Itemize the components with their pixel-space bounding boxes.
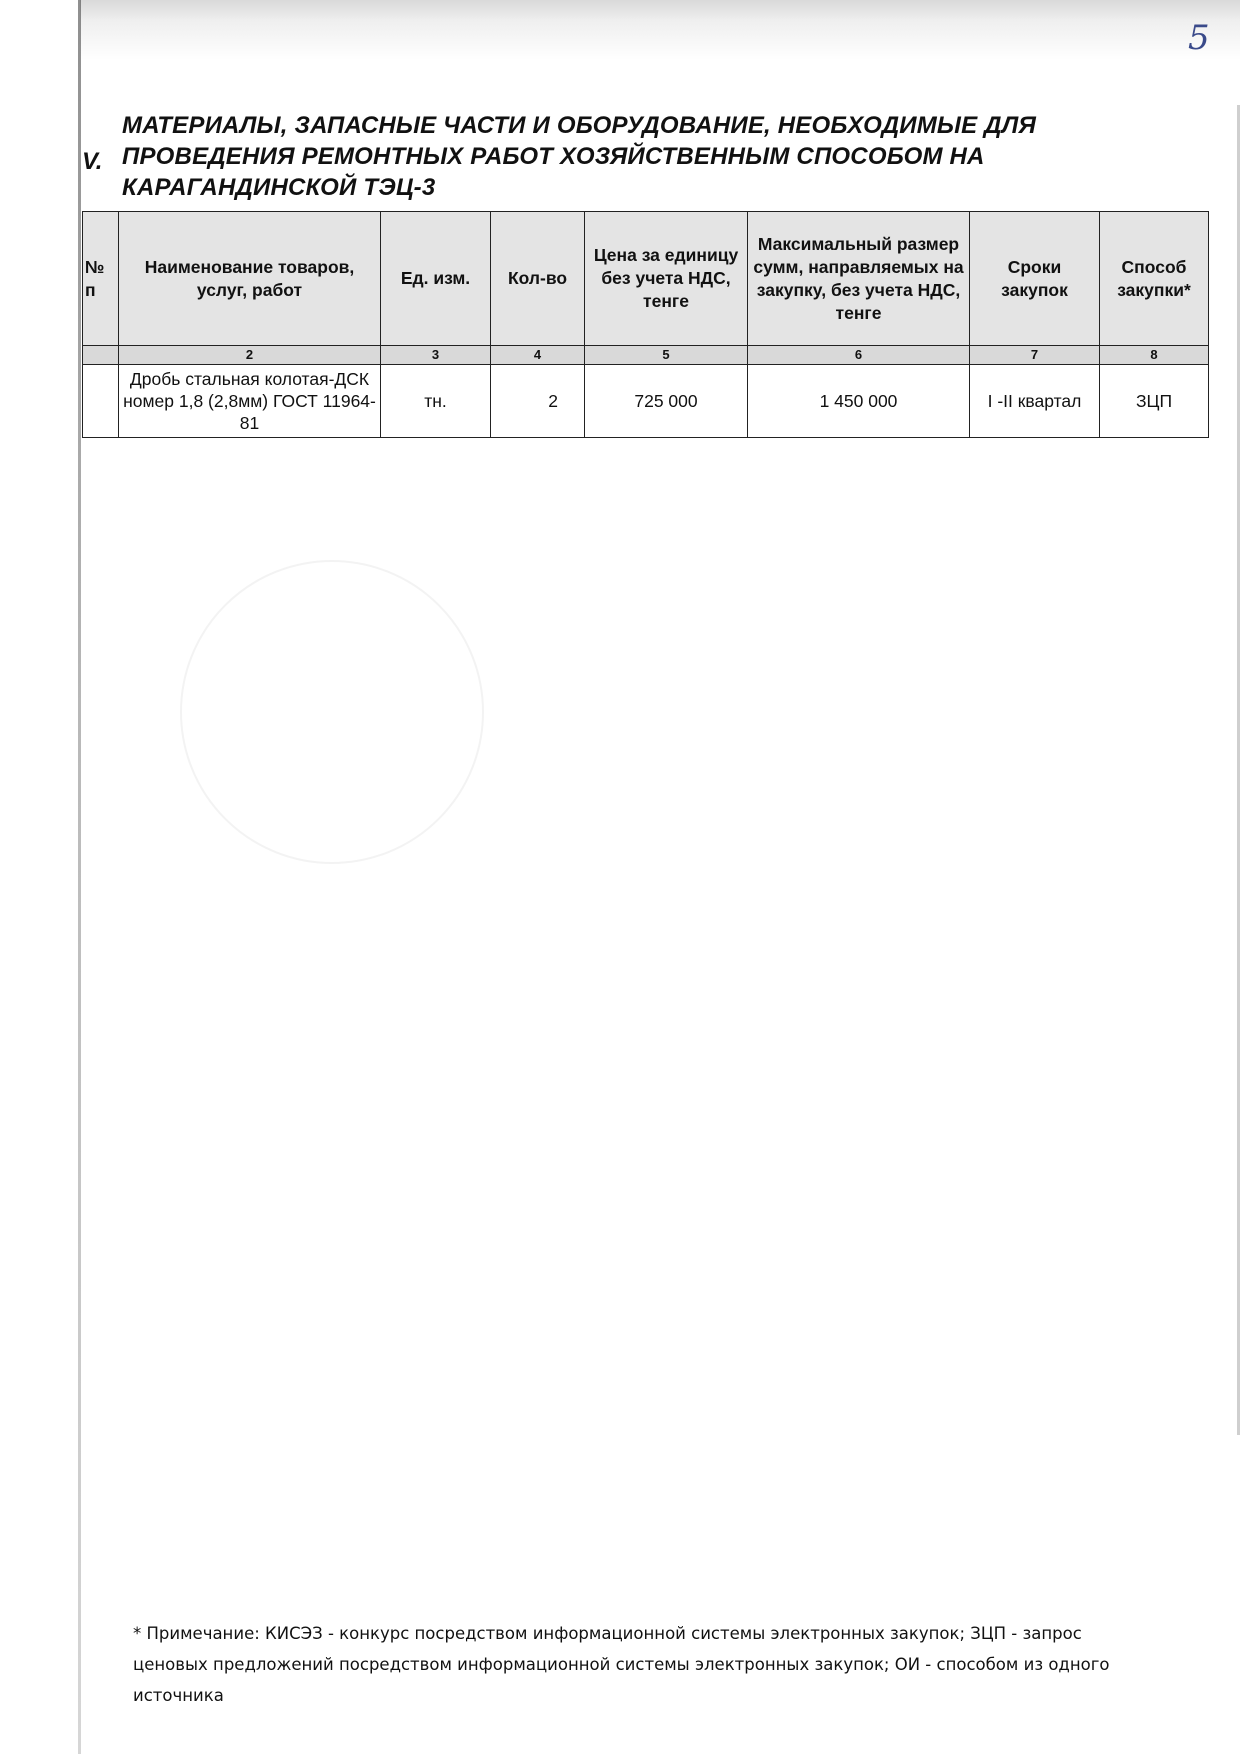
- header-max-sum: Максимальный размер сумм, направляемых на закупку, без учета НДС, тенге: [748, 212, 970, 346]
- column-number: [83, 346, 119, 365]
- column-number: 3: [381, 346, 491, 365]
- cell-unit: тн.: [381, 365, 491, 438]
- column-number: 4: [491, 346, 585, 365]
- cell-price: 725 000: [585, 365, 748, 438]
- procurement-table: [82, 211, 1209, 438]
- cell-number: [83, 365, 119, 438]
- cell-period: I -II квартал: [970, 365, 1100, 438]
- header-quantity: Кол-во: [491, 212, 585, 346]
- scan-edge-left: [78, 0, 81, 1754]
- footnote: * Примечание: КИСЭЗ - конкурс посредством информационной системы электронных закупок; ЗЦП - запрос ценовых предложений посредством информационной системы электронных закупок; ОИ - способом из одного источника: [133, 1624, 1110, 1705]
- header-unit: Ед. изм.: [381, 212, 491, 346]
- table-row: [83, 365, 1209, 438]
- scan-shadow: [80, 0, 1240, 60]
- section-title: МАТЕРИАЛЫ, ЗАПАСНЫЕ ЧАСТИ И ОБОРУДОВАНИЕ, НЕОБХОДИМЫЕ ДЛЯ ПРОВЕДЕНИЯ РЕМОНТНЫХ РАБОТ ХОЗЯЙСТВЕННЫМ СПОСОБОМ НА КАРАГАНДИНСКОЙ ТЭЦ-3: [122, 112, 1037, 201]
- column-number-row: [83, 346, 1209, 365]
- cell-quantity: 2: [491, 365, 585, 438]
- cell-name: Дробь стальная колотая-ДСК номер 1,8 (2,8мм) ГОСТ 11964-81: [119, 365, 381, 438]
- column-number: 5: [585, 346, 748, 365]
- header-price: Цена за единицу без учета НДС, тенге: [585, 212, 748, 346]
- faint-stamp-mark: [180, 560, 484, 864]
- cell-method: ЗЦП: [1100, 365, 1209, 438]
- section-numeral: V.: [82, 148, 103, 175]
- cell-max-sum: 1 450 000: [748, 365, 970, 438]
- header-method: Способ закупки*: [1100, 212, 1209, 346]
- table-header-row: [83, 212, 1209, 346]
- column-number: 2: [119, 346, 381, 365]
- handwritten-page-number: 5: [1188, 18, 1210, 58]
- column-number: 7: [970, 346, 1100, 365]
- column-number: 8: [1100, 346, 1209, 365]
- header-name: Наименование товаров, услуг, работ: [119, 212, 381, 346]
- header-number: № п: [83, 212, 119, 346]
- column-number: 6: [748, 346, 970, 365]
- header-period: Сроки закупок: [970, 212, 1100, 346]
